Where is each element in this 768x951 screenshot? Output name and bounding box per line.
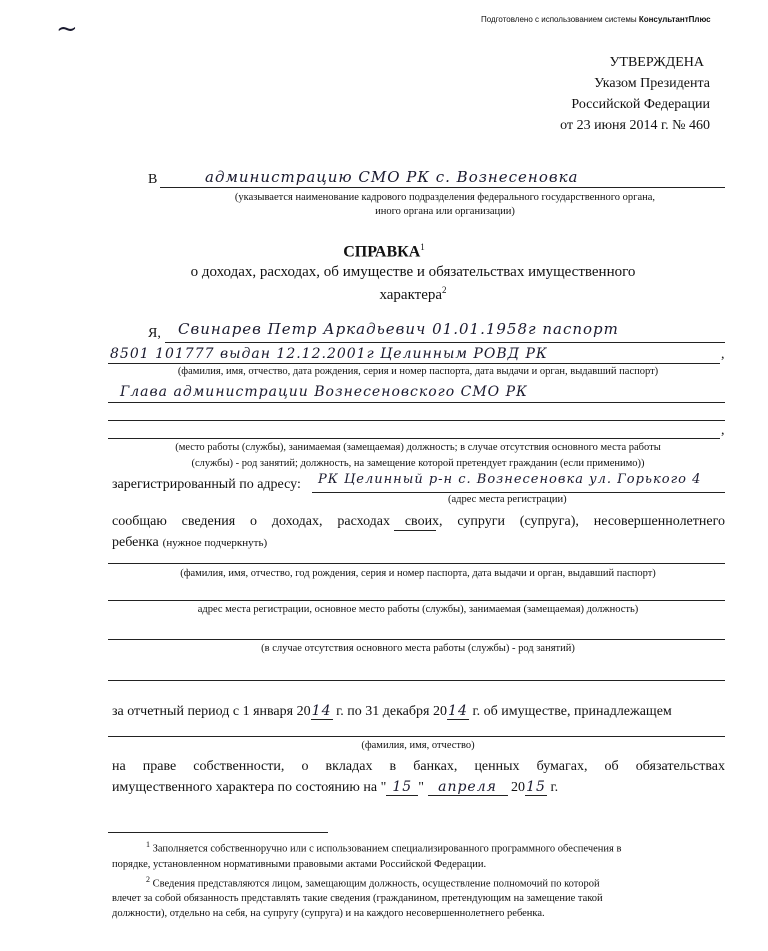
person-prefix: Я,: [148, 326, 161, 341]
doc-title-sup: 1: [420, 242, 425, 252]
org-caption-1: (указывается наименование кадрового подразделения федерального государственного органа,: [234, 192, 656, 203]
person-line-1: Свинарев Петр Аркадьевич 01.01.1958г паспорт: [178, 320, 619, 338]
family-underline-3: [108, 639, 725, 640]
doc-subtitle-2: [0, 285, 768, 304]
address-underline: [312, 492, 725, 493]
period-caption: (фамилия, имя, отчество): [361, 740, 475, 751]
family-underline-4: [108, 680, 725, 681]
work-underline-1: [108, 402, 725, 403]
period-text-3: г. об имуществе, принадлежащем: [468, 704, 672, 719]
footnote-2-text-1: Сведения представляются лицом, замещающим должность, осуществление полномочий по которой: [152, 878, 600, 889]
date-quote-close: ": [418, 780, 425, 795]
footnote-separator: [108, 832, 328, 833]
doc-subtitle-1: о доходах, расходах, об имуществе и обязательствах имущественного: [190, 264, 636, 280]
org-line: [160, 187, 725, 188]
address-caption: (адрес места регистрации): [448, 494, 567, 505]
period-text-2: г. по 31 декабря 20: [332, 704, 447, 719]
org-caption-2: иного органа или организации): [375, 206, 515, 217]
report-line-1: сообщаю сведения о доходах, расходах своих, супруги (супруга), несовершеннолетнего: [112, 514, 725, 529]
ownership-line-2: [112, 779, 558, 796]
date-month: апреля: [428, 779, 508, 796]
footnote-1-text-1: Заполняется собственноручно или с использованием специализированного программного обеспечения в: [152, 843, 622, 855]
brand-name: КонсультантПлюс: [638, 15, 711, 24]
date-year-suffix: г.: [550, 780, 559, 795]
person-underline-1: [165, 342, 725, 343]
work-underline-2: [108, 420, 725, 421]
person-comma: ,: [721, 347, 725, 362]
period-year-from: 14: [311, 703, 332, 719]
family-underline-2: [108, 600, 725, 601]
approval-line-3: Российской Федерации: [571, 97, 710, 112]
work-comma: ,: [721, 423, 725, 438]
footnote-1-num: 1: [146, 840, 150, 849]
family-caption-2: адрес места регистрации, основное место работы (службы), занимаемая (замещаемая) должность): [197, 604, 639, 615]
corner-mark: ~: [56, 14, 79, 44]
report-underline-own: [394, 530, 436, 531]
address-value: РК Целинный р-н с. Вознесеновка ул. Горького 4: [318, 472, 702, 487]
approval-block: [560, 52, 710, 136]
date-year: 15: [526, 779, 546, 795]
date-year-prefix: 20: [511, 780, 526, 795]
prepared-note: [481, 15, 711, 24]
approval-line-4: от 23 июня 2014 г. № 460: [560, 118, 710, 133]
address-label: зарегистрированный по адресу:: [112, 477, 301, 492]
family-underline-1: [108, 563, 725, 564]
footnote-2-line-2: влечет за собой обязанность представлять такие сведения (гражданином, претендующим на замещение такой: [112, 893, 603, 904]
work-caption-2: (службы) - род занятий; должность, на замещение которой претендует гражданин (если применимо)): [191, 458, 645, 469]
date-quote-open: ": [380, 780, 387, 795]
org-prefix: В: [148, 172, 158, 187]
ownership-text: имущественного характера по состоянию на: [112, 780, 378, 795]
family-caption-3: (в случае отсутствия основного места работы (службы) - род занятий): [261, 643, 575, 654]
person-underline-2: [108, 363, 720, 364]
footnote-2-line-1: [112, 872, 727, 892]
prepared-text: Подготовлено с использованием системы: [481, 15, 637, 24]
footnote-2-line-3: должности), отдельно на себя, на супругу (супруга) и на каждого несовершеннолетнего ребенка.: [112, 908, 545, 919]
work-underline-3: [108, 438, 720, 439]
period-text-1: за отчетный период с 1 января 20: [112, 704, 311, 719]
report-note: (нужное подчеркнуть): [162, 537, 268, 549]
footnote-1-line-2: порядке, установленном нормативными правовыми актами Российской Федерации.: [112, 858, 487, 870]
footnote-2-num: 2: [146, 874, 150, 884]
approval-line-1: УТВЕРЖДЕНА: [609, 55, 704, 70]
person-line-2: 8501 101777 выдан 12.12.2001г Целинным РОВД РК: [110, 346, 548, 362]
period-line: [112, 703, 672, 720]
org-value: администрацию СМО РК с. Вознесеновка: [205, 168, 579, 186]
doc-subtitle-2-sup: 2: [442, 285, 447, 295]
person-caption: (фамилия, имя, отчество, дата рождения, серия и номер паспорта, дата выдачи и орган, выдавший паспорт): [177, 366, 659, 377]
period-underline: [108, 736, 725, 737]
approval-line-2: Указом Президента: [594, 76, 710, 91]
ownership-line-1: на праве собственности, о вкладах в банках, ценных бумагах, об обязательствах: [112, 759, 725, 774]
date-day: 15: [386, 779, 418, 796]
footnote-1-line-1: [112, 837, 727, 857]
doc-title-text: СПРАВКА: [343, 243, 421, 261]
doc-subtitle-2-text: характера: [379, 287, 443, 303]
family-caption-1: (фамилия, имя, отчество, год рождения, серия и номер паспорта, дата выдачи и орган, выдавший паспорт): [180, 568, 656, 579]
report-line-2: [112, 533, 267, 551]
report-child: ребенка: [112, 535, 159, 550]
doc-title: [0, 242, 768, 261]
work-caption-1: (место работы (службы), занимаемая (замещаемая) должность; в случае отсутствия основного места работы: [175, 442, 661, 453]
footnotes: [112, 837, 727, 921]
period-year-to: 14: [448, 703, 468, 719]
work-line-1: Глава администрации Вознесеновского СМО РК: [120, 384, 528, 400]
